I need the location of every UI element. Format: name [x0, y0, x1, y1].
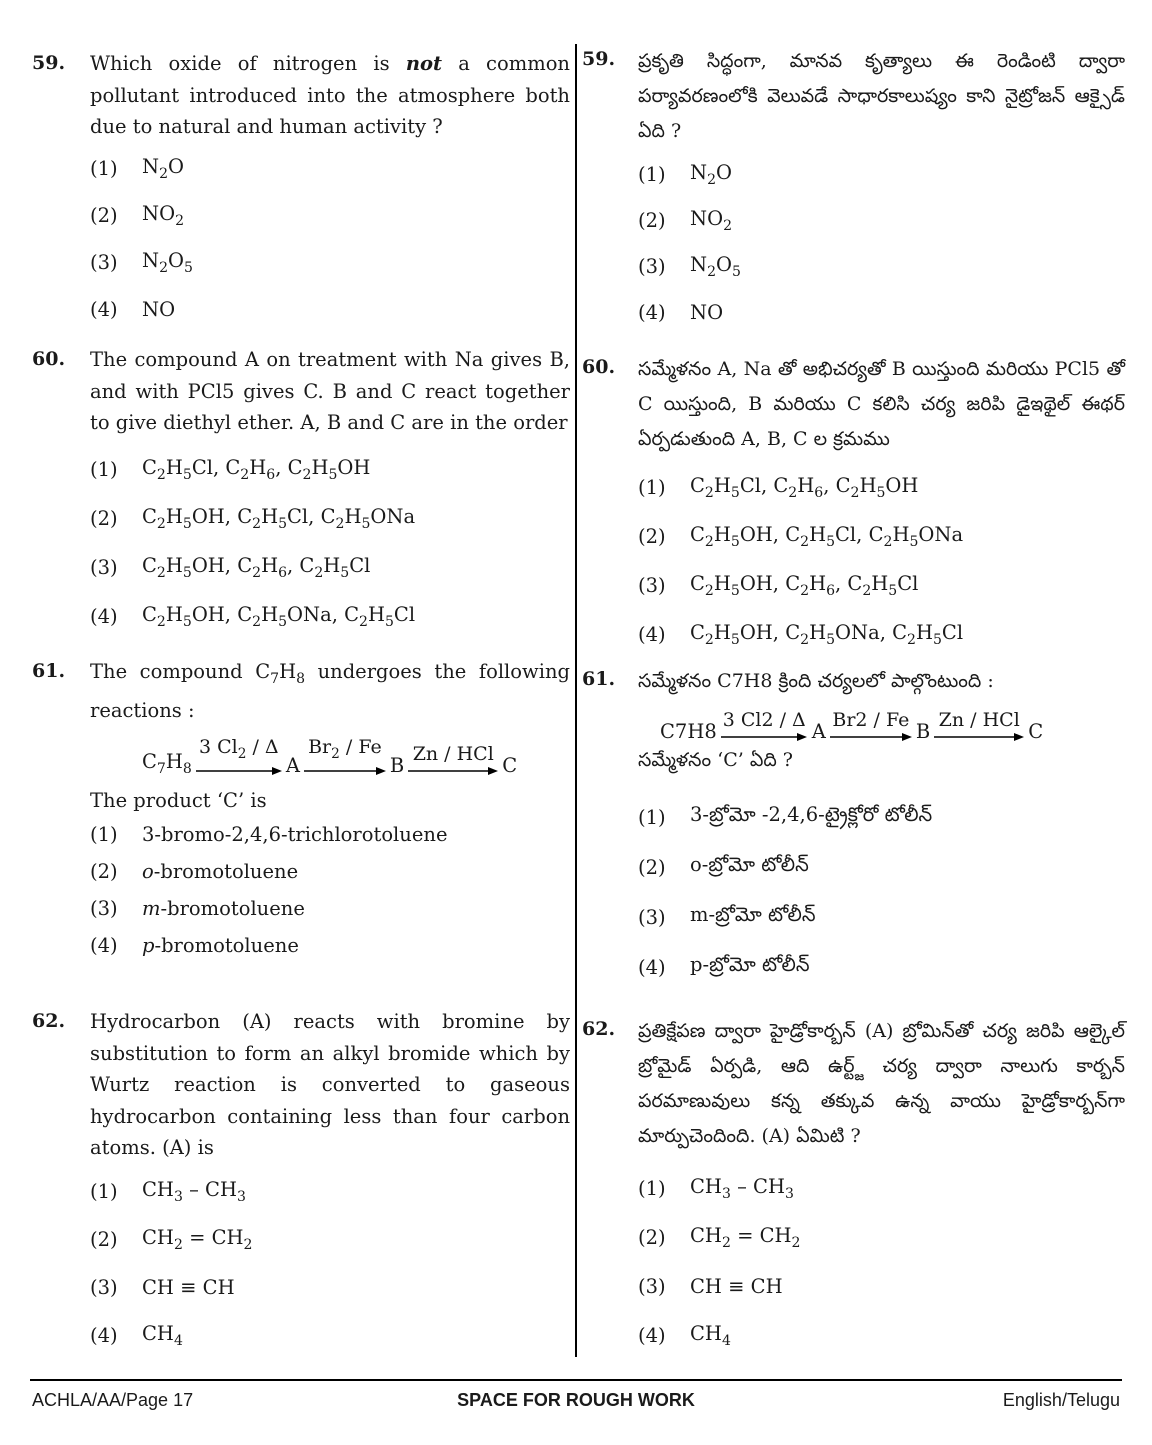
question-59-en [30, 48, 570, 333]
option-4[interactable]: (4) $C_2H_5OH$, $C_2H_5ONa$, $C_2H_5Cl$ [90, 602, 416, 630]
option-3[interactable]: (3) $N_2O_5$ [90, 248, 193, 276]
question-60-en [30, 344, 570, 641]
option-2[interactable]: (2) $NO_2$ [638, 206, 732, 234]
question-number: 60. [582, 356, 616, 378]
option-2[interactable]: (2) $CH_2 = CH_2$ [90, 1226, 253, 1253]
option-1[interactable]: (1) $C_2H_5Cl$, $C_2H_6$, $C_2H_5OH$ [638, 474, 919, 501]
option-2[interactable]: (2) $C_2H_5OH$, $C_2H_5Cl$, $C_2H_5ONa$ [90, 504, 416, 532]
question-61-te [580, 664, 1125, 992]
option-1[interactable]: (1) $CH_3 - CH_3$ [638, 1175, 794, 1202]
page-id: ACHLA/AA/Page 17 [32, 1390, 194, 1410]
question-number: 59. [582, 48, 616, 70]
question-text: ప్రకృతి సిద్ధంగా, మానవ కృత్యాలు ఈ రెండింటి ద్వారా పర్యావరణంలోకి వెలువడే సాధారకాలుష్యం కాని నైట్రోజన్ ఆక్సైడ్ ఏది ? [638, 50, 1125, 142]
question-text: Which oxide of nitrogen is not a common pollutant introduced into the atmosphere both due to natural and human activity ? [90, 52, 570, 138]
option-4[interactable]: (4) $CH_4$ [90, 1322, 183, 1349]
option-2[interactable]: (2) $CH_2 = CH_2$ [638, 1224, 801, 1251]
option-2[interactable]: (2) $NO_2$ [90, 201, 184, 229]
question-text: సమ్మేళనం A, Na తో అభిచర్యతో B యిస్తుంది మరియు PCl5 తో C యిస్తుంది, B మరియు C కలిసి చర్య జరిపి డైఇథైల్ ఈథర్ ఏర్పడుతుంది A, B, C ల క్రమము [638, 358, 1125, 450]
question-59-te [580, 44, 1125, 335]
option-3[interactable]: (3) CH ≡ CH [638, 1275, 783, 1298]
question-62-en [30, 1006, 570, 1360]
question-number: 59. [32, 52, 66, 74]
footer-rule [30, 1379, 1122, 1381]
question-number: 60. [32, 348, 66, 370]
question-text: ప్రతిక్షేపణ ద్వారా హైడ్రోకార్బన్ (A) బ్రోమిన్‌తో చర్య జరిపి ఆల్కైల్ బ్రోమైడ్ ఏర్పడి, ఆది ఉర్ట్జ్ చర్య ద్వారా నాలుగు కార్బన్ పరమాణువులు కన్న తక్కువ ఉన్న వాయు హైడ్రోకార్బన్‌గా మార్పుచెందింది. (A) ఏమిటి ? [638, 1020, 1125, 1147]
question-text: సమ్మేళనం C7H8 క్రింది చర్యలలో పాల్గొంటుంది : [638, 670, 994, 692]
option-1[interactable]: (1) $N_2O$ [638, 160, 732, 188]
option-1[interactable]: (1) 3-బ్రోమో -2,4,6-ట్రైక్లోరో టోలీన్ [638, 803, 933, 829]
rough-work-label: SPACE FOR ROUGH WORK [457, 1390, 695, 1410]
reaction-scheme: $C_7H_8$ 3 $Cl_2$ / Δ A $Br_2$ / Fe B Zn / HCl C [142, 736, 518, 777]
reaction-scheme: C7H8 3 Cl2 / Δ A Br2 / Fe B Zn / HCl C [660, 709, 1044, 743]
question-62-te [580, 1014, 1125, 1360]
option-4[interactable]: (4) $C_2H_5OH$, $C_2H_5ONa$, $C_2H_5Cl$ [638, 621, 964, 648]
option-4[interactable]: (4) p-bromotoluene [90, 934, 299, 958]
product-prompt: The product ‘C’ is [90, 788, 267, 812]
option-3[interactable]: (3) CH ≡ CH [90, 1276, 235, 1299]
option-4[interactable]: (4) p-బ్రోమో టోలీన్ [638, 953, 810, 979]
option-1[interactable]: (1) $CH_3 - CH_3$ [90, 1178, 246, 1205]
column-divider [575, 44, 577, 1357]
option-4[interactable]: (4) NO [90, 297, 176, 321]
option-3[interactable]: (3) $C_2H_5OH$, $C_2H_6$, $C_2H_5Cl$ [90, 553, 371, 581]
option-3[interactable]: (3) m-బ్రోమో టోలీన్ [638, 903, 816, 929]
question-number: 62. [32, 1010, 66, 1032]
option-1[interactable]: (1) 3-bromo-2,4,6-trichlorotoluene [90, 823, 448, 847]
option-3[interactable]: (3) m-bromotoluene [90, 897, 305, 921]
option-3[interactable]: (3) $N_2O_5$ [638, 252, 741, 280]
option-1[interactable]: (1) $N_2O$ [90, 154, 184, 182]
question-text: Hydrocarbon (A) reacts with bromine by substitution to form an alkyl bromide which by Wurtz reaction is converted to gaseous hydrocarbon containing less than four carbon atoms. (A) is [90, 1010, 570, 1159]
question-number: 61. [582, 668, 616, 690]
option-1[interactable]: (1) $C_2H_5Cl$, $C_2H_6$, $C_2H_5OH$ [90, 455, 371, 483]
option-4[interactable]: (4) NO [638, 300, 724, 324]
product-prompt: సమ్మేళనం ‘C’ ఏది ? [638, 749, 793, 771]
language-label: English/Telugu [1002, 1390, 1120, 1410]
option-3[interactable]: (3) $C_2H_5OH$, $C_2H_6$, $C_2H_5Cl$ [638, 572, 919, 599]
question-61-en [30, 656, 570, 964]
option-2[interactable]: (2) $C_2H_5OH$, $C_2H_5Cl$, $C_2H_5ONa$ [638, 523, 964, 550]
question-text: The compound A on treatment with Na gives B, and with PCl5 gives C. B and C react together to give diethyl ether. A, B and C are in the order [90, 348, 570, 434]
question-60-te [580, 352, 1125, 659]
option-4[interactable]: (4) $CH_4$ [638, 1322, 731, 1349]
option-2[interactable]: (2) o-బ్రోమో టోలీన్ [638, 853, 809, 879]
question-number: 62. [582, 1018, 616, 1040]
question-text: The compound $C_7H_8$ undergoes the following reactions : [90, 660, 570, 723]
option-2[interactable]: (2) o-bromotoluene [90, 860, 299, 884]
question-number: 61. [32, 660, 66, 682]
